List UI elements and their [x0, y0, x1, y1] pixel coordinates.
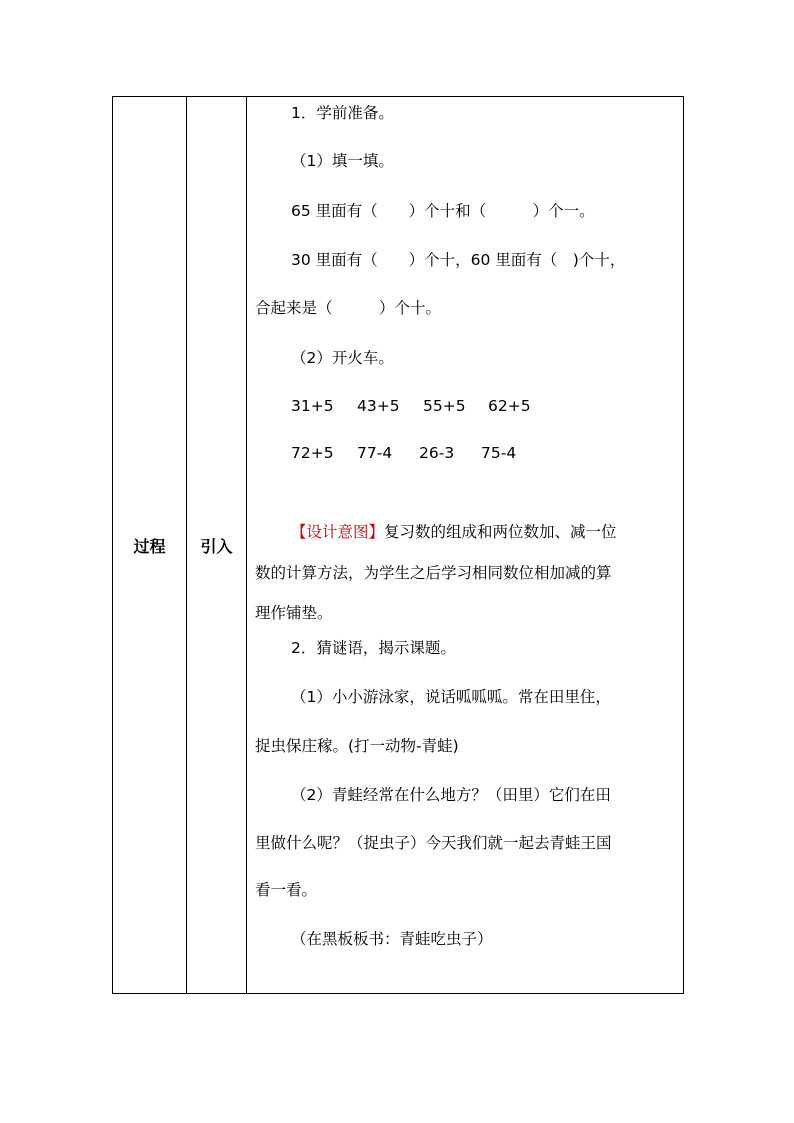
fill-question-1: 65 里面有（ ）个十和（ ）个一。: [291, 202, 595, 220]
train-expr: 26-3: [419, 444, 455, 462]
fill-question-2: 30 里面有（ ）个十，60 里面有（ )个十，: [291, 251, 626, 269]
riddle-line-2: 捉虫保庄稼。(打一动物-青蛙): [255, 737, 459, 755]
design-intent-line: [291, 522, 617, 542]
train-expr: 72+5: [291, 444, 334, 462]
question-line-3: 看一看。: [255, 881, 318, 899]
design-intent-cont-2: 理作铺垫。: [255, 604, 333, 622]
question-line-1: （2）青蛙经常在什么地方？（田里）它们在田: [291, 786, 611, 804]
step-cell: [187, 97, 247, 994]
design-intent-cont-1: 数的计算方法，为学生之后学习相同数位相加减的算: [255, 564, 612, 582]
stage-label: 过程: [133, 536, 166, 556]
design-intent-text: 复习数的组成和两位数加、减一位: [384, 523, 617, 541]
train-expr: 31+5: [291, 397, 334, 415]
question-line-2: 里做什么呢？（捉虫子）今天我们就一起去青蛙王国: [255, 834, 612, 852]
train-expr: 43+5: [357, 397, 400, 415]
riddle-line-1: （1）小小游泳家，说话呱呱呱。常在田里住，: [291, 688, 611, 706]
heading-riddle: 2．猜谜语，揭示课题。: [291, 639, 456, 657]
content-cell: [247, 97, 684, 994]
heading-prep: 1．学前准备。: [291, 104, 394, 122]
train-expr: 75-4: [481, 444, 517, 462]
subheading-fill: （1）填一填。: [291, 152, 394, 170]
design-intent-label: 【设计意图】: [291, 523, 385, 541]
train-expr: 62+5: [488, 397, 531, 415]
lesson-table: [112, 96, 684, 994]
blackboard-note: （在黑板板书：青蛙吃虫子）: [291, 930, 493, 948]
stage-cell: [113, 97, 187, 994]
fill-question-2-cont: 合起来是（ ）个十。: [255, 299, 442, 317]
step-label: 引入: [200, 536, 233, 556]
train-expr: 77-4: [357, 444, 393, 462]
train-expr: 55+5: [423, 397, 466, 415]
subheading-train: （2）开火车。: [291, 349, 394, 367]
